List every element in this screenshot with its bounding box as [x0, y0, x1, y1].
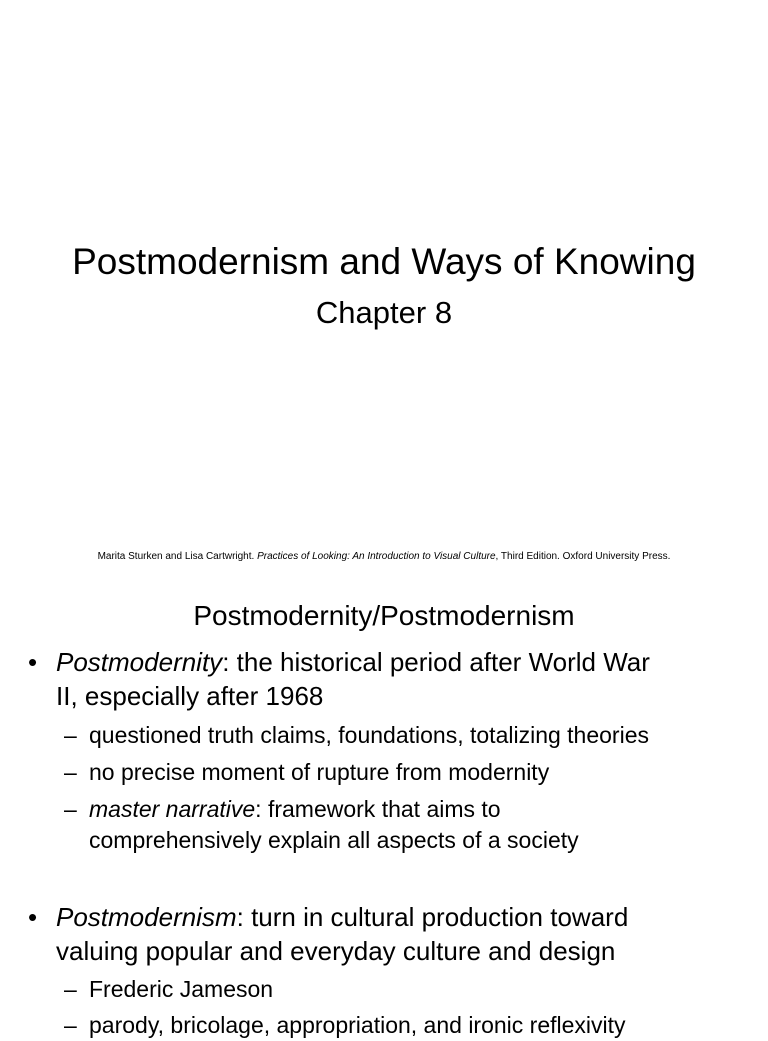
bullet-postmodernity-line2: II, especially after 1968: [56, 681, 324, 711]
dash-marker: –: [64, 759, 77, 785]
sub-bullet-master-narrative-line1: [89, 794, 759, 825]
bullet-text: : the historical period after World War: [222, 647, 650, 677]
term-postmodernity: Postmodernity: [56, 647, 223, 677]
citation: [0, 550, 768, 564]
dash-marker: –: [64, 722, 77, 748]
bullet-text: : turn in cultural production toward: [236, 902, 629, 932]
citation-authors: Marita Sturken and Lisa Cartwright.: [97, 551, 258, 562]
slide-subtitle: Chapter 8: [315, 295, 453, 330]
sub-bullet: questioned truth claims, foundations, totalizing theories: [89, 722, 649, 748]
sub-bullet-master-narrative-line2: comprehensively explain all aspects of a society: [89, 827, 579, 853]
sub-bullet-text: : framework that aims to: [255, 796, 501, 822]
bullet-postmodernism-line1: [56, 900, 756, 934]
bullet-marker: •: [28, 902, 38, 932]
bullet-marker: •: [28, 647, 38, 677]
bullet-postmodernity-line1: [56, 645, 756, 679]
sub-bullet: no precise moment of rupture from modernity: [89, 759, 550, 785]
sub-bullet: parody, bricolage, appropriation, and ironic reflexivity: [89, 1012, 626, 1038]
bullet-postmodernism-line2: valuing popular and everyday culture and design: [56, 936, 616, 966]
citation-publisher: , Third Edition. Oxford University Press.: [495, 551, 671, 562]
slide-title: Postmodernism and Ways of Knowing: [72, 241, 696, 282]
citation-book-title: Practices of Looking: An Introduction to Visual Culture: [257, 551, 496, 562]
dash-marker: –: [64, 1012, 77, 1038]
dash-marker: –: [64, 796, 77, 822]
sub-bullet: Frederic Jameson: [89, 976, 274, 1002]
slide-title-2: Postmodernity/Postmodernism: [193, 600, 575, 631]
term-postmodernism: Postmodernism: [56, 902, 237, 932]
dash-marker: –: [64, 976, 77, 1002]
term-master-narrative: master narrative: [89, 796, 256, 822]
